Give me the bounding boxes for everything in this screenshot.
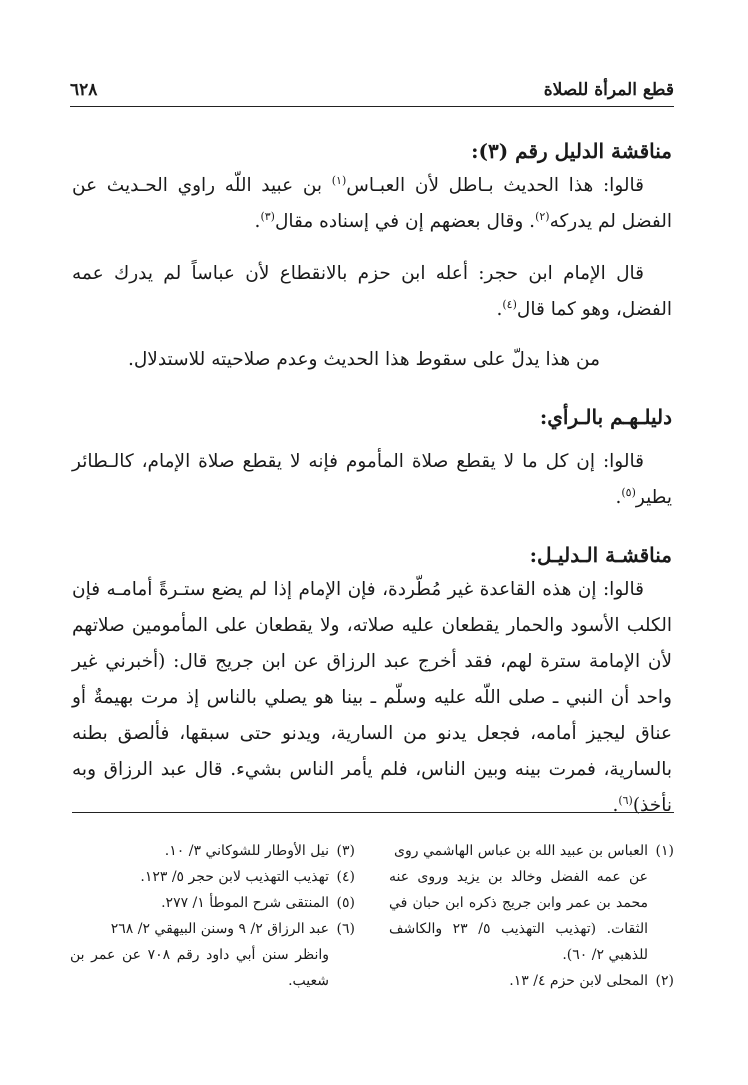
footnote-text: المحلى لابن حزم ٤/ ١٣.	[509, 973, 648, 989]
footnote-6-continued: وانظر سنن أبي داود رقم ٧٠٨ عن عمر بن شعيب.	[70, 947, 329, 989]
text-run: .	[254, 211, 261, 232]
footnote-3	[70, 838, 355, 864]
footnote-number: (١)	[655, 843, 674, 859]
footnote-text: العباس بن عبيد الله بن عباس الهاشمي روى	[394, 843, 648, 859]
paragraph	[72, 572, 672, 824]
paragraph	[72, 168, 672, 240]
text-run: . وقال بعضهم إن في إسناده مقال	[274, 211, 536, 232]
footnote-ref-1[interactable]: (١)	[331, 173, 347, 187]
footnote-divider	[72, 812, 674, 813]
footnote-ref-5[interactable]: (٥)	[621, 485, 636, 499]
section-discussion-3	[72, 136, 672, 378]
section-heading: مناقشـة الـدليـل:	[529, 543, 672, 567]
footnote-ref-3[interactable]: (٣)	[260, 209, 275, 223]
footnote-ref-6[interactable]: (٦)	[618, 793, 633, 807]
footnote-text: نيل الأوطار للشوكاني ٣/ ١٠.	[164, 843, 329, 859]
text-run: قالوا: إن هذه القاعدة غير مُطّردة، فإن الإمام إذا لم يضع ستـرةً أمامـه فإن الكلب الأسود والحمار يقطعان عليه صلاته، ولا يقطعان على المأمومين صلاتهم لأن الإمامة سترة لهم، فقد أخرج عبد الرزاق عن ابن جريج قال: (أخبرني غير واحد أن النبي ـ صلى اللّه عليه وسلّم ـ بينا هو يصلي بالناس إذ مرت بهيمةٌ أو عناق ليجيز أمامه، فجعل يدنو من السارية، ويدنو حتى سبقها، فألصق بطنه بالسارية، فمرت بينه وبين الناس، فلم يأمر الناس بشيء. قال عبد الرزاق وبه نأخذ)	[72, 579, 672, 816]
running-title: قطع المرأة للصلاة	[543, 80, 674, 100]
text-run: بن عبيد اللّه راوي الحـديث عن الفضل لم يدركه	[72, 175, 672, 232]
paragraph	[72, 444, 672, 516]
footnote-6	[70, 916, 355, 942]
text-run: من هذا يدلّ على سقوط هذا الحديث وعدم صلاحيته للاستدلال.	[127, 349, 600, 370]
paragraph	[72, 342, 672, 378]
footnote-4	[70, 864, 355, 890]
footnote-ref-4[interactable]: (٤)	[502, 297, 517, 311]
footnote-number: (٥)	[336, 895, 355, 911]
footnote-ref-2[interactable]: (٢)	[535, 209, 550, 223]
footnote-5	[70, 890, 355, 916]
section-evidence-discussion	[72, 540, 672, 824]
footnote-number: (٤)	[336, 869, 355, 885]
footnote-text: تهذيب التهذيب لابن حجر ٥/ ١٢٣.	[140, 869, 329, 885]
section-heading: مناقشة الدليل رقم (٣):	[471, 139, 672, 163]
footnote-column-right	[389, 838, 674, 994]
footnote-number: (٣)	[336, 843, 355, 859]
footnote-text: عبد الرزاق ٢/ ٩ وسنن البيهقي ٢/ ٢٦٨	[110, 921, 329, 937]
text-run: .	[496, 299, 503, 320]
footnotes	[70, 838, 674, 998]
footnote-2	[389, 968, 674, 994]
footnote-1-continued: عن عمه الفضل وخالد بن يزيد وروى عنه محمد بن عمر وابن جريج ذكره ابن حبان في الثقات. (تهذيب التهذيب ٥/ ٢٣ والكاشف للذهبي ٢/ ٦٠).	[389, 869, 648, 963]
running-header	[70, 80, 674, 107]
section-heading: دليلـهـم بالـرأي:	[539, 405, 672, 429]
footnote-1	[389, 838, 674, 864]
footnote-text: المنتقى شرح الموطأ ١/ ٢٧٧.	[161, 895, 329, 911]
footnote-column-left	[70, 838, 355, 994]
footnote-number: (٢)	[655, 973, 674, 989]
page-number: ٦٢٨	[70, 80, 98, 100]
paragraph	[72, 256, 672, 328]
footnote-number: (٦)	[336, 921, 355, 937]
text-run: قالوا: هذا الحديث بـاطل لأن العبـاس	[346, 175, 644, 196]
text-run: قال الإمام ابن حجر: أعله ابن حزم بالانقطاع لأن عباساً لم يدرك عمه الفضل، وهو كما قال	[72, 263, 672, 320]
text-run: .	[615, 487, 622, 508]
text-run: قالوا: إن كل ما لا يقطع صلاة المأموم فإنه لا يقطع صلاة الإمام، كالـطائر يطير	[72, 451, 672, 508]
text-run: .	[612, 795, 619, 816]
section-opinion-evidence	[72, 402, 672, 516]
